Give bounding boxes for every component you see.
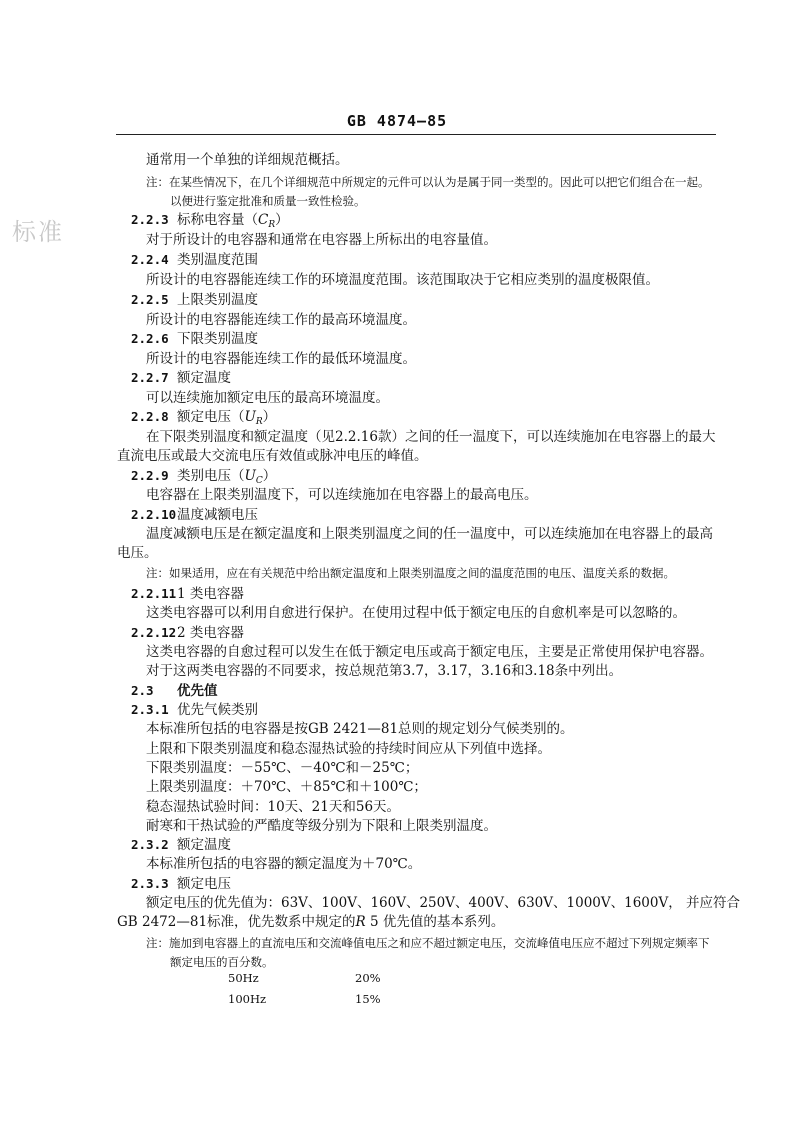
paragraph-line: 这类电容器的自愈过程可以发生在低于额定电压或高于额定电压，主要是正常使用保护电容器。	[146, 644, 713, 660]
section-title-close: ）	[262, 409, 277, 425]
section-heading-2-3-3	[131, 874, 231, 894]
note-line: 注：施加到电容器上的直流电压和交流峰值电压之和应不超过额定电压，交流峰值电压应不超过下列规定频率下	[146, 936, 710, 950]
section-number: 2.2.7	[131, 370, 169, 385]
paragraph-line: 上限和下限类别温度和稳态湿热试验的持续时间应从下列值中选择。	[146, 741, 551, 757]
section-title: 类别电压（	[177, 468, 245, 484]
section-number: 2.3.3	[131, 876, 169, 891]
paragraph-line: 可以连续施加额定电压的最高环境温度。	[146, 390, 389, 406]
text-run: 5 优先值的基本系列。	[365, 914, 505, 930]
section-title: 优先气候类别	[177, 702, 258, 718]
paragraph-line: 这类电容器可以利用自愈进行保护。在使用过程中低于额定电压的自愈机率是可以忽略的。	[146, 605, 686, 621]
section-number: 2.2.11	[131, 586, 177, 601]
symbol: R	[355, 914, 366, 930]
section-title: 类别温度范围	[177, 252, 258, 268]
paragraph-line: 电压。	[117, 545, 158, 561]
symbol-subscript: C	[255, 476, 263, 486]
section-title: 额定电压	[177, 876, 231, 892]
section-number: 2.2.8	[131, 409, 169, 424]
symbol: U	[244, 468, 256, 484]
note-line: 额定电压的百分数。	[170, 955, 274, 969]
section-title: 标称电容量（	[177, 212, 258, 228]
section-title: 额定电压（	[177, 409, 245, 425]
section-heading-2-2-4	[131, 250, 258, 270]
freq-table-freq: 100Hz	[228, 992, 267, 1006]
section-heading-2-3	[131, 681, 218, 701]
paragraph-line: 下限类别温度：－55℃、－40℃和－25℃；	[146, 760, 419, 776]
note-line: 以便进行鉴定批准和质量一致性检验。	[170, 194, 366, 208]
symbol: U	[244, 409, 256, 425]
paragraph-line: 温度减额电压是在额定温度和上限类别温度之间的任一温度中，可以连续施加在电容器上的最高	[146, 526, 713, 542]
section-number: 2.3.2	[131, 837, 169, 852]
paragraph-line: 对于所设计的电容器和通常在电容器上所标出的电容量值。	[146, 232, 497, 248]
section-heading-2-2-10	[131, 505, 258, 525]
section-heading-2-3-1	[131, 700, 258, 720]
symbol-subscript: R	[268, 220, 276, 230]
section-heading-2-3-2	[131, 835, 231, 855]
paragraph-line: 对于这两类电容器的不同要求，按总规范第3.7，3.17，3.16和3.18条中列出。	[146, 663, 623, 679]
section-title: 2 类电容器	[177, 625, 244, 641]
section-heading-2-2-12	[131, 623, 244, 643]
section-title: 额定温度	[177, 370, 231, 386]
paragraph-line: 稳态湿热试验时间：10天、21天和56天。	[146, 799, 401, 815]
section-title: 上限类别温度	[177, 292, 258, 308]
watermark: 标准	[12, 218, 64, 246]
paragraph-line: 在下限类别温度和额定温度（见2.2.16款）之间的任一温度下，可以连续施加在电容器上的最大	[146, 429, 716, 445]
section-title: 优先值	[177, 683, 218, 699]
section-heading-2-2-5	[131, 290, 258, 310]
section-number: 2.2.10	[131, 507, 177, 522]
paragraph-line: 本标准所包括的电容器是按GB 2421—81总则的规定划分气候类别的。	[146, 721, 574, 737]
section-number: 2.2.9	[131, 468, 169, 483]
paragraph-line: 所设计的电容器能连续工作的环境温度范围。该范围取决于它相应类别的温度极限值。	[146, 272, 659, 288]
section-number: 2.2.5	[131, 292, 169, 307]
section-number: 2.3.1	[131, 702, 169, 717]
paragraph-line: 额定电压的优先值为：63V、100V、160V、250V、400V、630V、1000V、1600V， 并应符合	[146, 895, 741, 911]
paragraph-line: 电容器在上限类别温度下，可以连续施加在电容器上的最高电压。	[146, 487, 538, 503]
paragraph-line: 直流电压或最大交流电压有效值或脉冲电压的峰值。	[117, 448, 428, 464]
freq-table-pct: 15%	[355, 992, 381, 1006]
note-line: 注：如果适用，应在有关规范中给出额定温度和上限类别温度之间的温度范围的电压、温度关系的数据。	[146, 566, 675, 580]
symbol: C	[258, 212, 269, 228]
section-title: 下限类别温度	[177, 331, 258, 347]
paragraph-line: 本标准所包括的电容器的额定温度为＋70℃。	[146, 856, 422, 872]
section-number: 2.2.4	[131, 252, 169, 267]
paragraph-line: 耐寒和干热试验的严酷度等级分别为下限和上限类别温度。	[146, 818, 497, 834]
section-heading-2-2-11	[131, 584, 244, 604]
section-title: 额定温度	[177, 837, 231, 853]
paragraph-line: 所设计的电容器能连续工作的最低环境温度。	[146, 351, 416, 367]
freq-table-pct: 20%	[355, 971, 381, 985]
freq-table-freq: 50Hz	[228, 971, 259, 985]
paragraph-line: 所设计的电容器能连续工作的最高环境温度。	[146, 312, 416, 328]
section-title: 温度减额电压	[177, 507, 258, 523]
section-number: 2.2.6	[131, 331, 169, 346]
section-title: 1 类电容器	[177, 586, 244, 602]
header-rule	[116, 134, 716, 135]
section-heading-2-2-7	[131, 368, 231, 388]
section-number: 2.2.12	[131, 625, 177, 640]
section-heading-2-2-6	[131, 329, 258, 349]
paragraph-line: 上限类别温度：＋70℃、＋85℃和＋100℃；	[146, 779, 427, 795]
section-title-close: ）	[275, 212, 289, 228]
paragraph-line: 通常用一个单独的详细规范概括。	[146, 152, 349, 168]
note-line: 注：在某些情况下，在几个详细规范中所规定的元件可以认为是属于同一类型的。因此可以把它们组合在一起。	[146, 175, 710, 189]
section-number: 2.2.3	[131, 212, 169, 227]
document-code-header: GB 4874—85	[346, 112, 448, 130]
symbol-subscript: R	[255, 417, 263, 427]
text-run: GB 2472—81标准，优先数系中规定的	[117, 914, 356, 930]
section-title-close: ）	[262, 468, 277, 484]
paragraph-line	[117, 912, 504, 932]
section-number: 2.3	[131, 683, 154, 698]
